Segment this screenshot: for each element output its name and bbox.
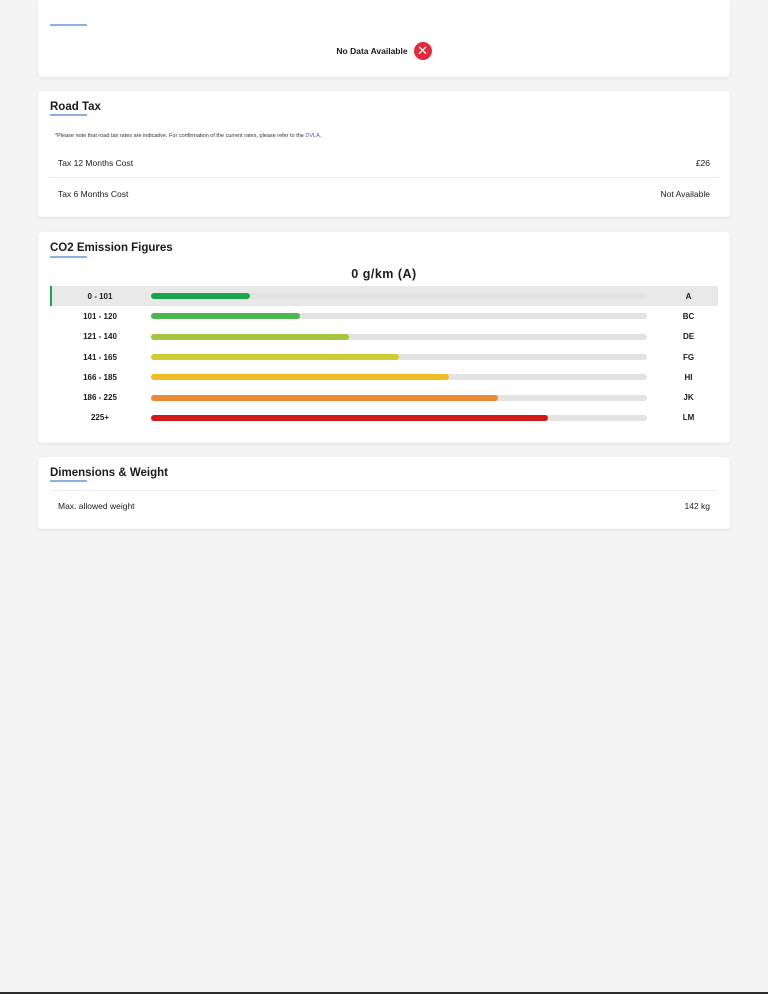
co2-band-range: 166 - 185 [83,372,117,382]
road-tax-note-text: *Please note that road tax rates are indicative. For confirmation of the current rates, please refer to the [55,133,306,139]
co2-band-label: HI [684,372,693,382]
max-weight-value: 142 kg [684,501,710,511]
road-tax-card [38,91,730,217]
max-weight-label: Max. allowed weight [58,501,135,511]
road-tax-note-suffix: . [319,133,322,139]
co2-band-range: 121 - 140 [83,332,117,342]
divider [50,490,718,491]
road-tax-note [55,133,321,139]
co2-band-range: 225+ [90,413,110,423]
dvla-link[interactable]: DVLA [305,133,320,139]
co2-band-label: LM [682,413,695,423]
max-weight-row [50,494,718,518]
co2-band-row [50,306,718,326]
co2-band-fill [151,395,498,401]
title-underline [50,114,87,116]
co2-band-row [50,408,718,428]
co2-band-label: JK [683,393,694,403]
co2-band-row [50,286,718,306]
dimensions-title: Dimensions & Weight [50,467,168,479]
co2-band-label: FG [682,352,695,362]
dimensions-weight-card [38,457,730,529]
close-circle-icon: ✕ [414,42,432,60]
co2-band-label: A [685,291,692,301]
tax-12-months-label: Tax 12 Months Cost [58,157,134,168]
co2-band-fill [151,354,399,360]
co2-band-track [151,415,647,421]
co2-band-range: 141 - 165 [83,352,117,362]
title-underline [50,24,87,26]
no-data-row [38,42,730,60]
co2-band-fill [151,293,250,299]
co2-band-fill [151,374,449,380]
co2-headline: 0 g/km (A) [351,267,417,281]
co2-title: CO2 Emission Figures [50,242,173,254]
tax-6-months-row [50,179,718,209]
title-underline [50,256,87,258]
co2-band-row [50,367,718,387]
co2-band-list [50,286,718,428]
co2-emission-card [38,232,730,443]
no-data-card [38,0,730,77]
title-underline [50,480,87,482]
tax-12-months-value: £26 [695,157,710,168]
co2-band-track [151,395,647,401]
co2-band-fill [151,415,548,421]
co2-band-track [151,293,647,299]
co2-band-row [50,347,718,367]
co2-band-range: 186 - 225 [83,393,117,403]
co2-band-fill [151,334,349,340]
co2-band-track [151,354,647,360]
tax-6-months-label: Tax 6 Months Cost [58,189,129,199]
tax-6-months-value: Not Available [660,189,710,199]
co2-band-track [151,313,647,319]
co2-band-track [151,334,647,340]
co2-band-fill [151,313,300,319]
co2-band-row [50,327,718,347]
co2-band-range: 0 - 101 [87,291,113,301]
co2-band-range: 101 - 120 [83,311,117,321]
tax-12-months-row [50,148,718,178]
co2-band-track [151,374,647,380]
road-tax-title: Road Tax [50,101,101,113]
no-data-message: No Data Available [336,46,408,56]
co2-band-row [50,387,718,407]
co2-band-label: DE [682,332,695,342]
co2-band-label: BC [682,311,695,321]
